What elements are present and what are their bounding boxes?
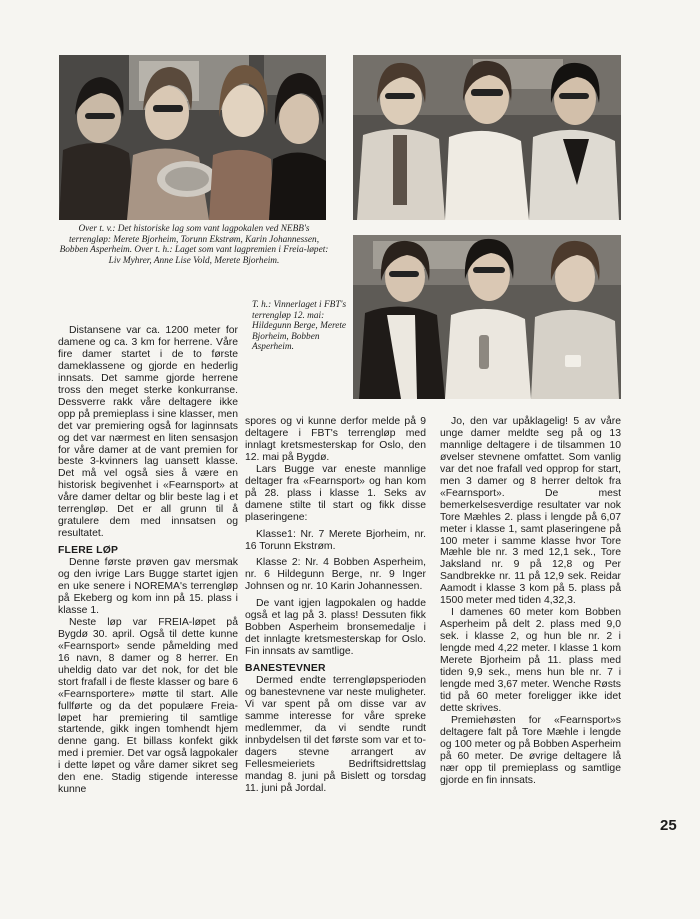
paragraph: Lars Bugge var eneste mannlige deltager fra «Fearnsport» og han kom på 28. plass i klasse 1. Seks av damene stilte til start og fikk disse plaseringene: [245, 463, 426, 523]
paragraph: Denne første prøven gav mersmak og den ivrige Lars Bugge startet igjen en uke senere i NOREMA's terrengløp på Ekeberg og kom inn på 15. plass i klasse 1. [58, 557, 238, 616]
paragraph: spores og vi kunne derfor melde på 9 deltagere i FBT's terrengløp med innlagt kretsmesterskap for Oslo, den 12. mai på Bygdø. [245, 416, 426, 463]
photo-winning-team [353, 235, 621, 399]
paragraph: Neste løp var FREIA-løpet på Bygdø 30. april. Også til dette kunne «Fearnsport» sende påmelding med 16 navn, 8 damer og 8 herrer. En uheldig dato var det nok, for det ble stort frafall i de fleste klasser og bare 6 «Fearnsportere» møtte til start. Alle fullførte og da det populære Freia-løpet har premiering til samtlige startende, gikk ingen tomhendt hjem denne gang. Et billass konfekt gikk med i premier. Det var også lagpokaler i dette løpet og våre damer sikret seg den ene. Stadig stigende interesse kunne [58, 616, 238, 796]
photo-relay-team-image [353, 55, 621, 220]
paragraph: Dermed endte terrengløpsperioden og banestevnene var neste muligheter. Vi var spent på om disse var av samme interesse for våre spreke medlemmer, da vi sendte rundt innbydelsen til det første som var et to-dagers stevne arrangert av Fellesmeieriets Bedriftsidrettslag mandag 8. juni på Bislett og torsdag 11. juni på Jordal. [245, 675, 426, 794]
caption-top-photos: Over t. v.: Det historiske lag som vant lagpokalen ved NEBB's terrengløp: Merete Bjorheim, Torunn Ekstrøm, Karin Johannessen, Bobben Asperheim. Over t. h.: Laget som vant lagpremien i Freia-løpet: Liv Myhrer, Anne Lise Vold, Merete Bjorheim. [59, 224, 329, 266]
article-column-1 [58, 325, 238, 796]
paragraph: Distansene var ca. 1200 meter for damene og ca. 3 km for herrene. Våre fire damer startet i de to første dameklassene og gjorde en hederlig innsats. Det samme gjorde herrene tross den meget sterke konkurranse. Dessverre rakk våre deltagere ikke opp på premieplass i sine klasser, men det var premiering også for laginnsats og det var nærmest en liten sensasjon for våre damer at de vant premien for beste 3-kvinners lag uansett klasse. Det må vel også sies å være en historisk begivenhet i «Fearnsport» at våre damer deltar og blir beste lag i et terrengløp. Det er all grunn til å gratulere dem med innsatsen og resultatet. [58, 325, 238, 540]
paragraph: Premiehøsten for «Fearnsport»s deltagere falt på Tore Mæhle i lengde og 100 meter og på Bobben Asperheim på 60 meter. De øvrige deltagere lå nær opp til premieplass og samtlige gjorde en fin innsats. [440, 714, 621, 786]
paragraph: Klasse 2: Nr. 4 Bobben Asperheim, nr. 6 Hildegunn Berge, nr. 9 Inger Johnsen og nr. 10 Karin Johannessen. [245, 557, 426, 593]
section-heading: FLERE LØP [58, 545, 119, 557]
paragraph: I damenes 60 meter kom Bobben Asperheim på delt 2. plass med 9,0 sek. i klasse 2, og hun ble nr. 2 i lengde med 4,22 meter. I klasse 1 kom Merete Bjorheim på 11. plass med tiden 9,9 sek., mens hun ble nr. 7 i lengde med 3,67 meter. Wenche Røsts tid på 60 meter foreligger ikke idet dette skrives. [440, 607, 621, 714]
photo-team-with-trophy-image [59, 55, 326, 220]
page-number: 25 [660, 817, 677, 834]
paragraph: Jo, den var upåklagelig! 5 av våre unge damer meldte seg på og 13 mannlige deltagere i de tilsammen 10 øvelser stevnene omfattet. Som vanlig var det noe frafall ved opprop for start, men 3 damer og 8 herrer deltok fra «Fearnsport». De mest bemerkelsesverdige resultater var nok Tore Mæhles 2. plass i lengde på 6,07 meter i klasse 1, samt plaseringene på 100 meter i samme klasse hvor Tore Mæhle ble nr. 3 med 12,1 sek., Tore Jaksland nr. 9 på 12,8 og Per Sandbrekke nr. 11 på 12,9 sek. Reidar Aamodt i klasse 3 kom på 5. plass på 1500 meter med tiden 4,32,3. [440, 416, 621, 607]
article-column-3 [440, 416, 621, 787]
photo-winning-team-image [353, 235, 621, 399]
photo-relay-team [353, 55, 621, 220]
paragraph: De vant igjen lagpokalen og hadde også et lag på 3. plass! Dessuten fikk Bobben Asperheim bronsemedalje i det innlagte kretsmesterskap for Oslo. Fin innsats av samtlige. [245, 598, 426, 658]
caption-winning-team: T. h.: Vinnerlaget i FBT's terrengløp 12. mai: Hildegunn Berge, Merete Bjorheim, Bobben Asperheim. [252, 300, 347, 353]
section-heading: BANESTEVNER [245, 663, 326, 675]
article-column-2 [245, 416, 426, 795]
paragraph: Klasse1: Nr. 7 Merete Bjorheim, nr. 16 Torunn Ekstrøm. [245, 528, 426, 552]
photo-team-with-trophy [59, 55, 326, 220]
